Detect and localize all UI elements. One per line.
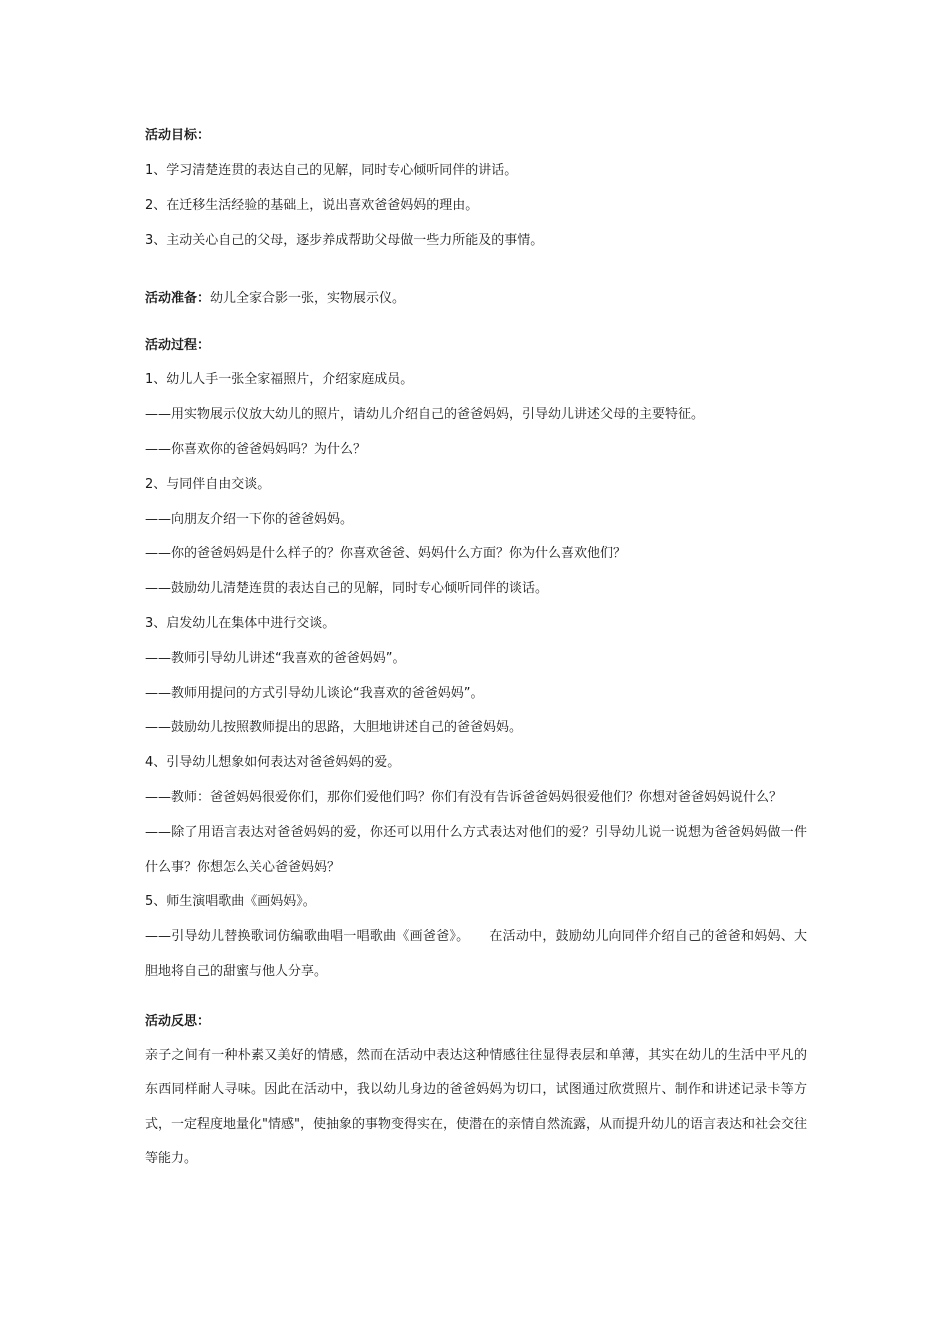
goals-heading: 活动目标：: [145, 128, 211, 143]
process-item: ——你喜欢你的爸爸妈妈吗？为什么？: [145, 441, 367, 457]
goal-item: 3、主动关心自己的父母，逐步养成帮助父母做一些力所能及的事情。: [145, 232, 544, 248]
document-page: [145, 124, 807, 1177]
process-item: 2、与同伴自由交谈。: [145, 476, 271, 492]
goal-item: 1、学习清楚连贯的表达自己的见解，同时专心倾听同伴的讲话。: [145, 163, 518, 178]
process-heading: 活动过程：: [145, 338, 211, 354]
process-item: ——用实物展示仪放大幼儿的照片，请幼儿介绍自己的爸爸妈妈，引导幼儿讲述父母的主要特征。: [145, 407, 705, 423]
process-item: ——你的爸爸妈妈是什么样子的？你喜欢爸爸、妈妈什么方面？你为什么喜欢他们？: [145, 546, 627, 562]
reflection-section: [145, 1010, 807, 1177]
prep-label: 活动准备：: [145, 291, 211, 307]
prep-line: [145, 282, 807, 316]
process-item: 4、引导幼儿想象如何表达对爸爸妈妈的爱。: [145, 755, 401, 771]
reflection-heading: 活动反思：: [145, 1013, 211, 1029]
process-item: ——向朋友介绍一下你的爸爸妈妈。: [145, 511, 354, 527]
process-item: ——教师引导幼儿讲述“我喜欢的爸爸妈妈”。: [145, 650, 406, 666]
process-item: ——除了用语言表达对爸爸妈妈的爱，你还可以用什么方式表达对他们的爱？引导幼儿说一说想为爸爸妈妈做一件什么事？你想怎么关心爸爸妈妈？: [145, 824, 807, 875]
process-item: ——引导幼儿替换歌词仿编歌曲唱一唱歌曲《画爸爸》。 在活动中，鼓励幼儿向同伴介绍自己的爸爸和妈妈、大胆地将自己的甜蜜与他人分享。: [145, 929, 807, 979]
process-item: ——鼓励幼儿按照教师提出的思路，大胆地讲述自己的爸爸妈妈。: [145, 720, 523, 736]
prep-section: [145, 282, 807, 316]
reflection-text: 亲子之间有一种朴素又美好的情感，然而在活动中表达这种情感往往显得表层和单薄，其实在幼儿的生活中平凡的东西同样耐人寻味。因此在活动中，我以幼儿身边的爸爸妈妈为切口，试图通过欣赏照片、制作和讲述记录卡等方式，一定程度地量化"情感"，使抽象的事物变得实在，使潜在的亲情自然流露，从而提升幼儿的语言表达和社会交往等能力。: [145, 1047, 807, 1167]
process-item: 5、师生演唱歌曲《画妈妈》。: [145, 894, 316, 910]
process-item: 3、启发幼儿在集体中进行交谈。: [145, 615, 336, 631]
process-item: 1、幼儿人手一张全家福照片，介绍家庭成员。: [145, 372, 414, 388]
process-item: ——教师用提问的方式引导幼儿谈论“我喜欢的爸爸妈妈”。: [145, 685, 484, 701]
goal-item: 2、在迁移生活经验的基础上，说出喜欢爸爸妈妈的理由。: [145, 197, 479, 213]
process-section: [145, 334, 807, 989]
prep-text: 幼儿全家合影一张，实物展示仪。: [210, 291, 406, 307]
process-item: ——鼓励幼儿清楚连贯的表达自己的见解，同时专心倾听同伴的谈话。: [145, 581, 549, 597]
goals-section: [145, 124, 807, 258]
process-item: ——教师：爸爸妈妈很爱你们，那你们爱他们吗？你们有没有告诉爸爸妈妈很爱他们？你想对爸爸妈妈说什么？: [145, 789, 783, 805]
